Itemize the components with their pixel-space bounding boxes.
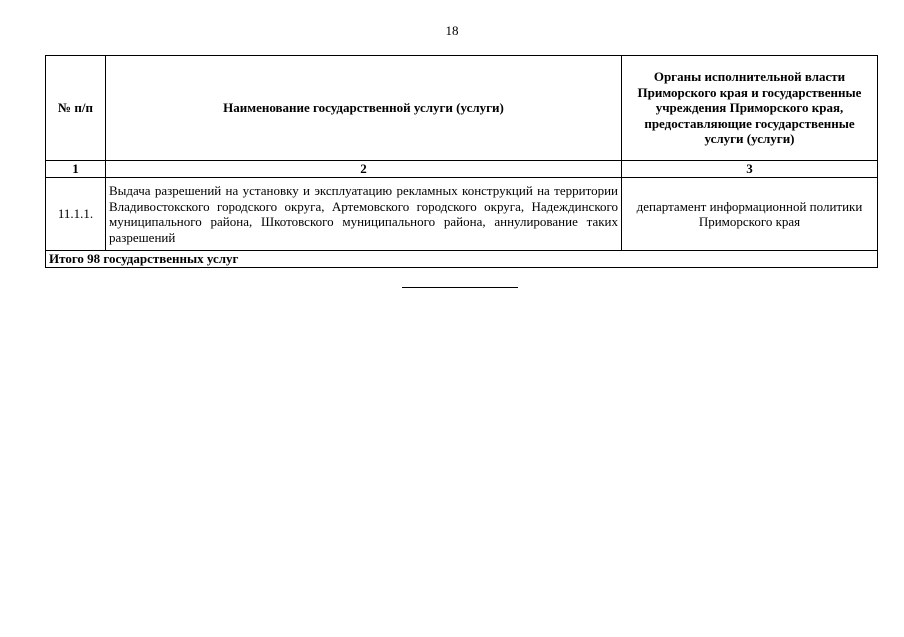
column-number-1: 1 (46, 161, 106, 178)
services-table (45, 55, 878, 268)
closing-divider (402, 287, 518, 288)
column-number-2: 2 (106, 161, 622, 178)
header-number: № п/п (46, 56, 106, 161)
header-service-name: Наименование государственной услуги (услуги) (106, 56, 622, 161)
page-number: 18 (445, 23, 459, 38)
total-label: Итого 98 государственных услуг (46, 251, 878, 268)
column-numbers-row (46, 161, 878, 178)
row-number: 11.1.1. (46, 178, 106, 251)
header-authority: Органы исполнительной власти Приморского края и государственные учреждения Приморского края, предоставляющие государственные услуги (услуги) (622, 56, 878, 161)
table-header-row (46, 56, 878, 161)
column-number-3: 3 (622, 161, 878, 178)
row-service-name: Выдача разрешений на установку и эксплуатацию рекламных конструкций на территории Владивостокского городского округа, Артемовского городского округа, Надеждинского муниципального района, Шкотовского муниципального района, аннулирование таких разрешений (106, 178, 622, 251)
row-authority: департамент информационной политики Приморского края (622, 178, 878, 251)
table-row (46, 178, 878, 251)
total-row (46, 251, 878, 268)
